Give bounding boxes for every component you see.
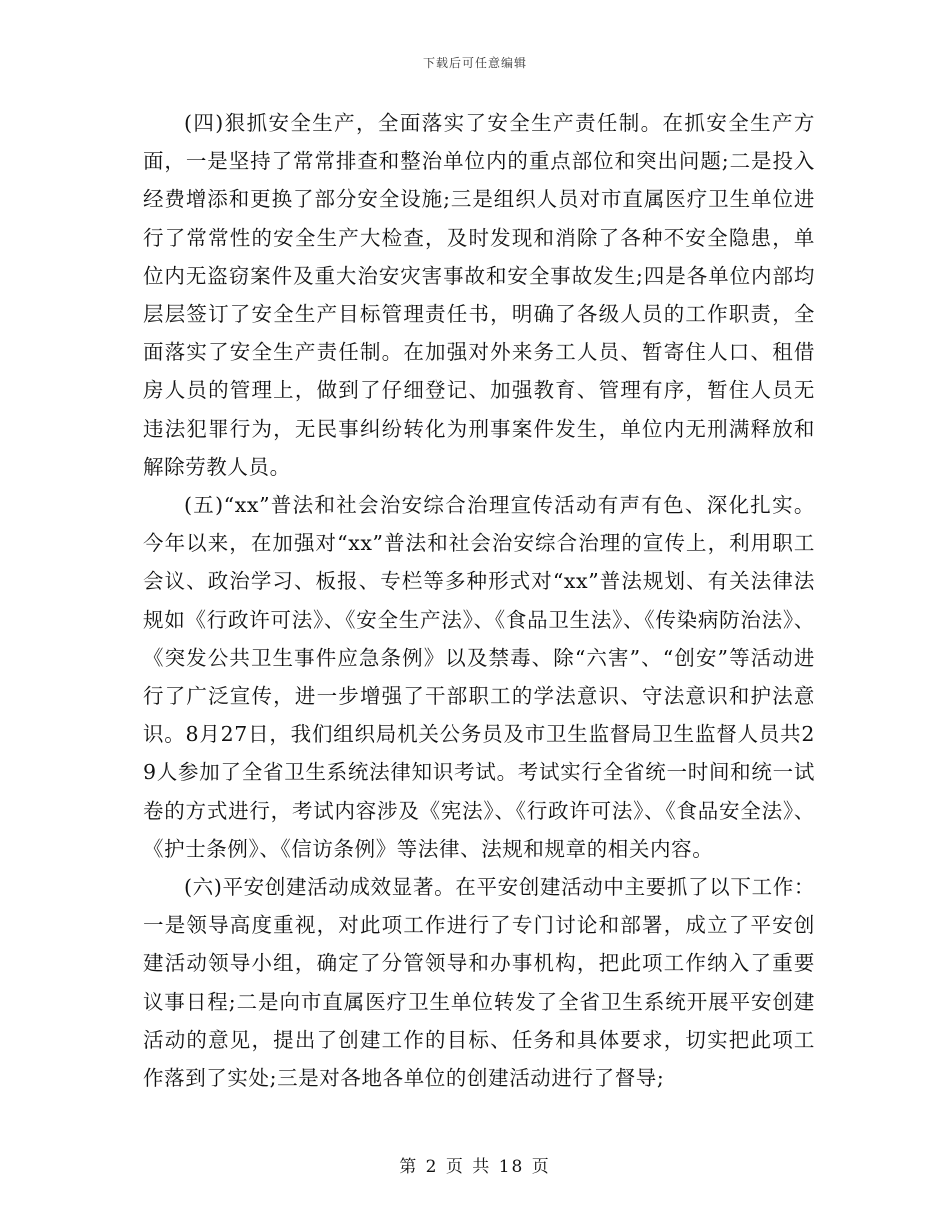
page-number-footer: 第 2 页 共 18 页: [399, 1157, 551, 1177]
page-header: 下载后可任意编辑: [422, 56, 527, 70]
paragraph-legal-education: (五)“xx”普法和社会治安综合治理宣传活动有声有色、深化扎实。今年以来，在加强对“xx”普法和社会治安综合治理的宣传上，利用职工会议、政治学习、板报、专栏等多种形式对“xx”普法规划、有关法律法规如《行政许可法》、《安全生产法》、《食品卫生法》、《传染病防治法》、《突发公共卫生事件应急条例》以及禁毒、除“六害”、“创安”等活动进行了广泛宣传，进一步增强了干部职工的学法意识、守法意识和护法意识。8月27日，我们组织局机关公务员及市卫生监督局卫生监督人员共29人参加了全省卫生系统法律知识考试。考试实行全省统一时间和统一试卷的方式进行，考试内容涉及《宪法》、《行政许可法》、《食品安全法》、《护士条例》、《信访条例》等法律、法规和规章的相关内容。: [143, 493, 816, 861]
document-body: [143, 104, 815, 1097]
paragraph-safety-production: (四)狠抓安全生产，全面落实了安全生产责任制。在抓安全生产方面，一是坚持了常常排查和整治单位内的重点部位和突出问题;二是投入经费增添和更换了部分安全设施;三是组织人员对市直属医疗卫生单位进行了常常性的安全生产大检查，及时发现和消除了各种不安全隐患，单位内无盗窃案件及重大治安灾害事故和安全事故发生;四是各单位内部均层层签订了安全生产目标管理责任书，明确了各级人员的工作职责，全面落实了安全生产责任制。在加强对外来务工人员、暂寄住人口、租借房人员的管理上，做到了仔细登记、加强教育、管理有序，暂住人员无违法犯罪行为，无民事纠纷转化为刑事案件发生，单位内无刑满释放和解除劳教人员。: [143, 111, 815, 479]
paragraph-peace-building: (六)平安创建活动成效显著。在平安创建活动中主要抓了以下工作：一是领导高度重视，对此项工作进行了专门讨论和部署，成立了平安创建活动领导小组，确定了分管领导和办事机构，把此项工作纳入了重要议事日程;二是向市直属医疗卫生单位转发了全省卫生系统开展平安创建活动的意见，提出了创建工作的目标、任务和具体要求，切实把此项工作落到了实处;三是对各地各单位的创建活动进行了督导;: [143, 875, 815, 1091]
